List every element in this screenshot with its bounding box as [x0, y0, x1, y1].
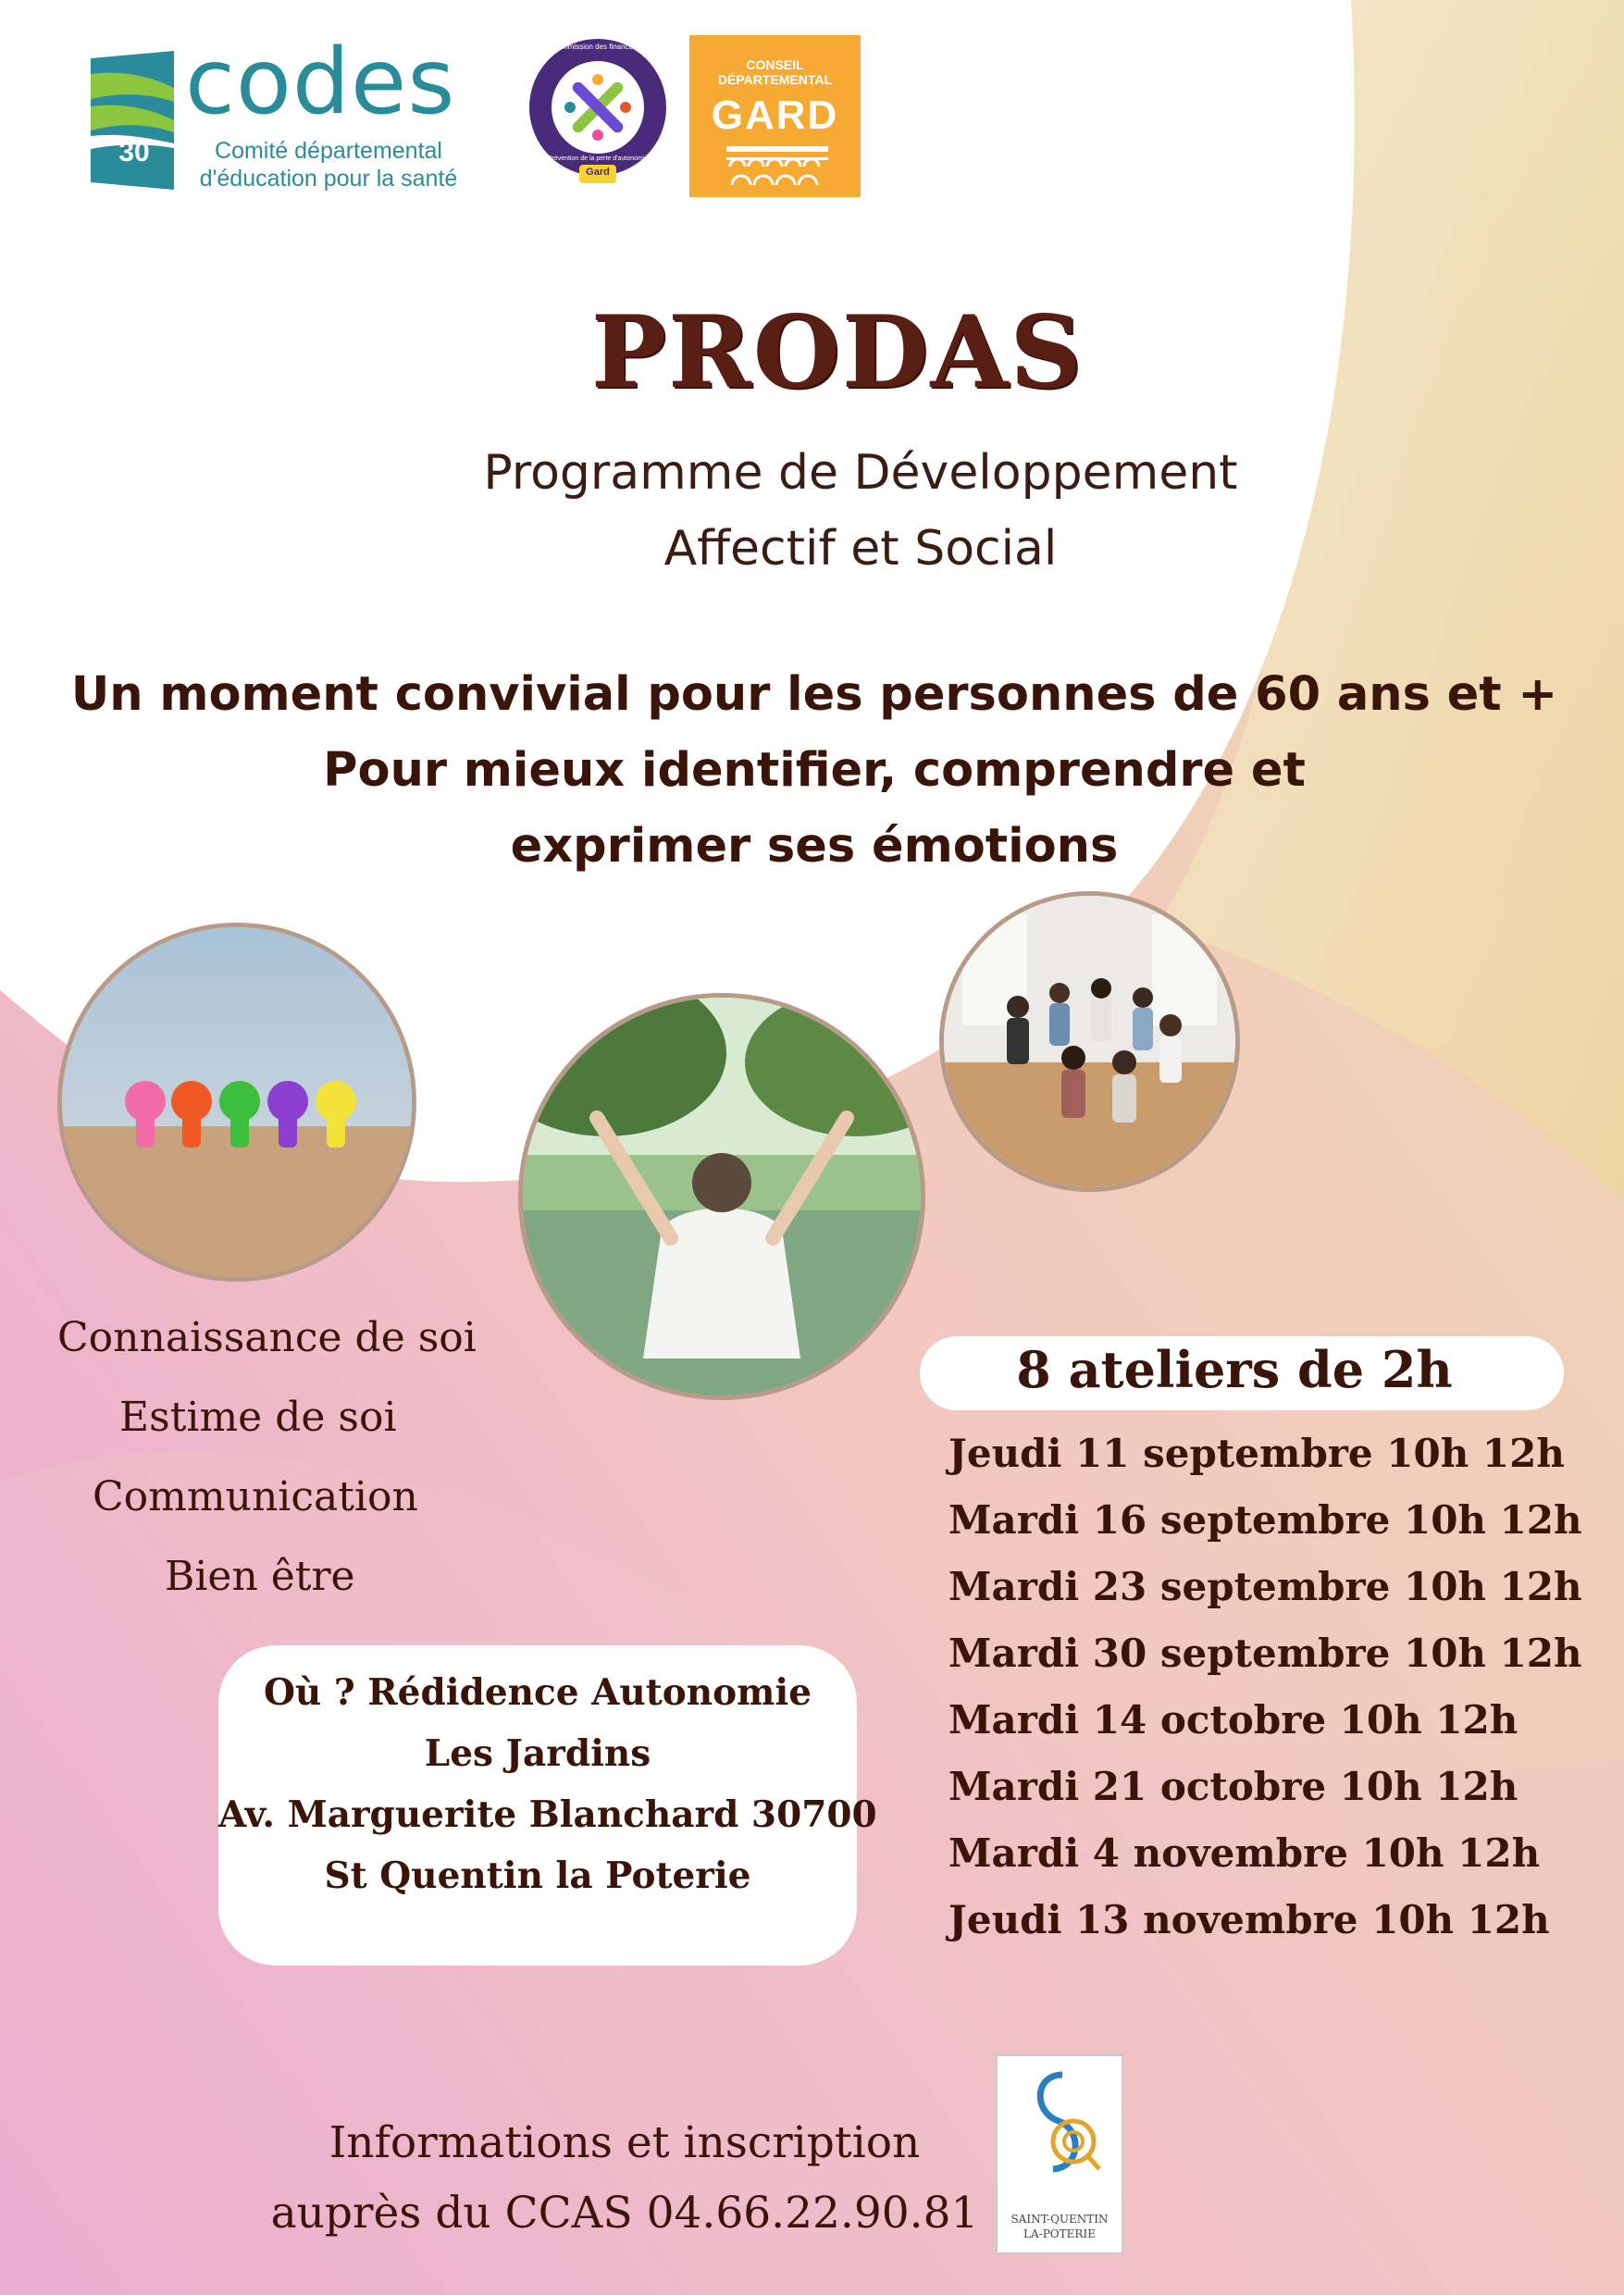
location-line4: St Quentin la Poterie [324, 1855, 751, 1897]
info-line2: auprès du CCAS 04.66.22.90.81 [270, 2188, 979, 2239]
sq-line2: LA-POTERIE [1023, 2227, 1096, 2240]
session-item: Mardi 30 septembre 10h 12h [948, 1631, 1582, 1676]
sq-line1: SAINT-QUENTIN [1010, 2213, 1109, 2226]
page-subtitle [352, 435, 1370, 587]
session-item: Mardi 23 septembre 10h 12h [948, 1564, 1582, 1609]
tagline [56, 657, 1573, 885]
session-item: Mardi 14 octobre 10h 12h [948, 1697, 1519, 1743]
commission-badge: Gard [586, 167, 610, 178]
codes-number: 30 [118, 137, 150, 167]
session-item: Mardi 16 septembre 10h 12h [948, 1497, 1582, 1543]
emotions-photo [57, 923, 416, 1282]
theme-item: Bien être [165, 1553, 355, 1600]
theme-item: Connaissance de soi [57, 1314, 477, 1361]
location-line1: Où ? Rédidence Autonomie [263, 1671, 812, 1714]
people-cross-icon [564, 74, 631, 141]
session-item: Mardi 21 octobre 10h 12h [948, 1764, 1519, 1809]
theme-item: Estime de soi [119, 1394, 397, 1441]
codes-subtitle-line2: d'éducation pour la santé [199, 166, 458, 192]
codes-emblem-icon [91, 51, 183, 190]
tagline-line3: exprimer ses émotions [510, 819, 1119, 874]
ateliers-title: 8 ateliers de 2h [1016, 1340, 1453, 1399]
location-card [218, 1645, 877, 1966]
gard-line1: CONSEIL [746, 57, 804, 72]
commission-bottom-text: Prévention de la perte d'autonomie [547, 155, 649, 162]
codes-name: codes [185, 30, 456, 135]
gard-name: GARD [711, 93, 839, 138]
sq-emblem-icon [998, 2056, 1122, 2195]
commission-top-text: Commission des financeurs [552, 43, 644, 51]
tagline-line2: Pour mieux identifier, comprendre et [323, 743, 1306, 798]
subtitle-line2: Affectif et Social [663, 521, 1058, 577]
session-item: Jeudi 11 septembre 10h 12h [948, 1431, 1565, 1476]
codes-subtitle [185, 137, 472, 192]
subtitle-line1: Programme de Développement [483, 445, 1238, 501]
location-line2: Les Jardins [424, 1732, 651, 1775]
session-item: Jeudi 13 novembre 10h 12h [948, 1897, 1550, 1942]
page-title: PRODAS [590, 294, 1085, 411]
saint-quentin-logo [996, 2054, 1123, 2254]
woman-nature-photo [518, 993, 925, 1400]
info-contact [241, 2108, 1009, 2249]
pont-du-gard-icon [726, 146, 828, 188]
codes-subtitle-line1: Comité départemental [215, 138, 442, 164]
group-session-photo [939, 891, 1240, 1192]
tagline-line1: Un moment convivial pour les personnes de 60 ans et + [70, 667, 1558, 722]
sq-label [998, 2212, 1122, 2241]
gard-line2: DÉPARTEMENTAL [717, 72, 833, 87]
theme-item: Communication [93, 1473, 418, 1520]
gard-logo [689, 35, 861, 197]
gard-council-label [689, 57, 861, 87]
commission-financeurs-logo [527, 37, 668, 185]
info-line1: Informations et inscription [329, 2117, 921, 2168]
session-item: Mardi 4 novembre 10h 12h [948, 1830, 1541, 1876]
location-line3: Av. Marguerite Blanchard 30700 [218, 1793, 877, 1836]
